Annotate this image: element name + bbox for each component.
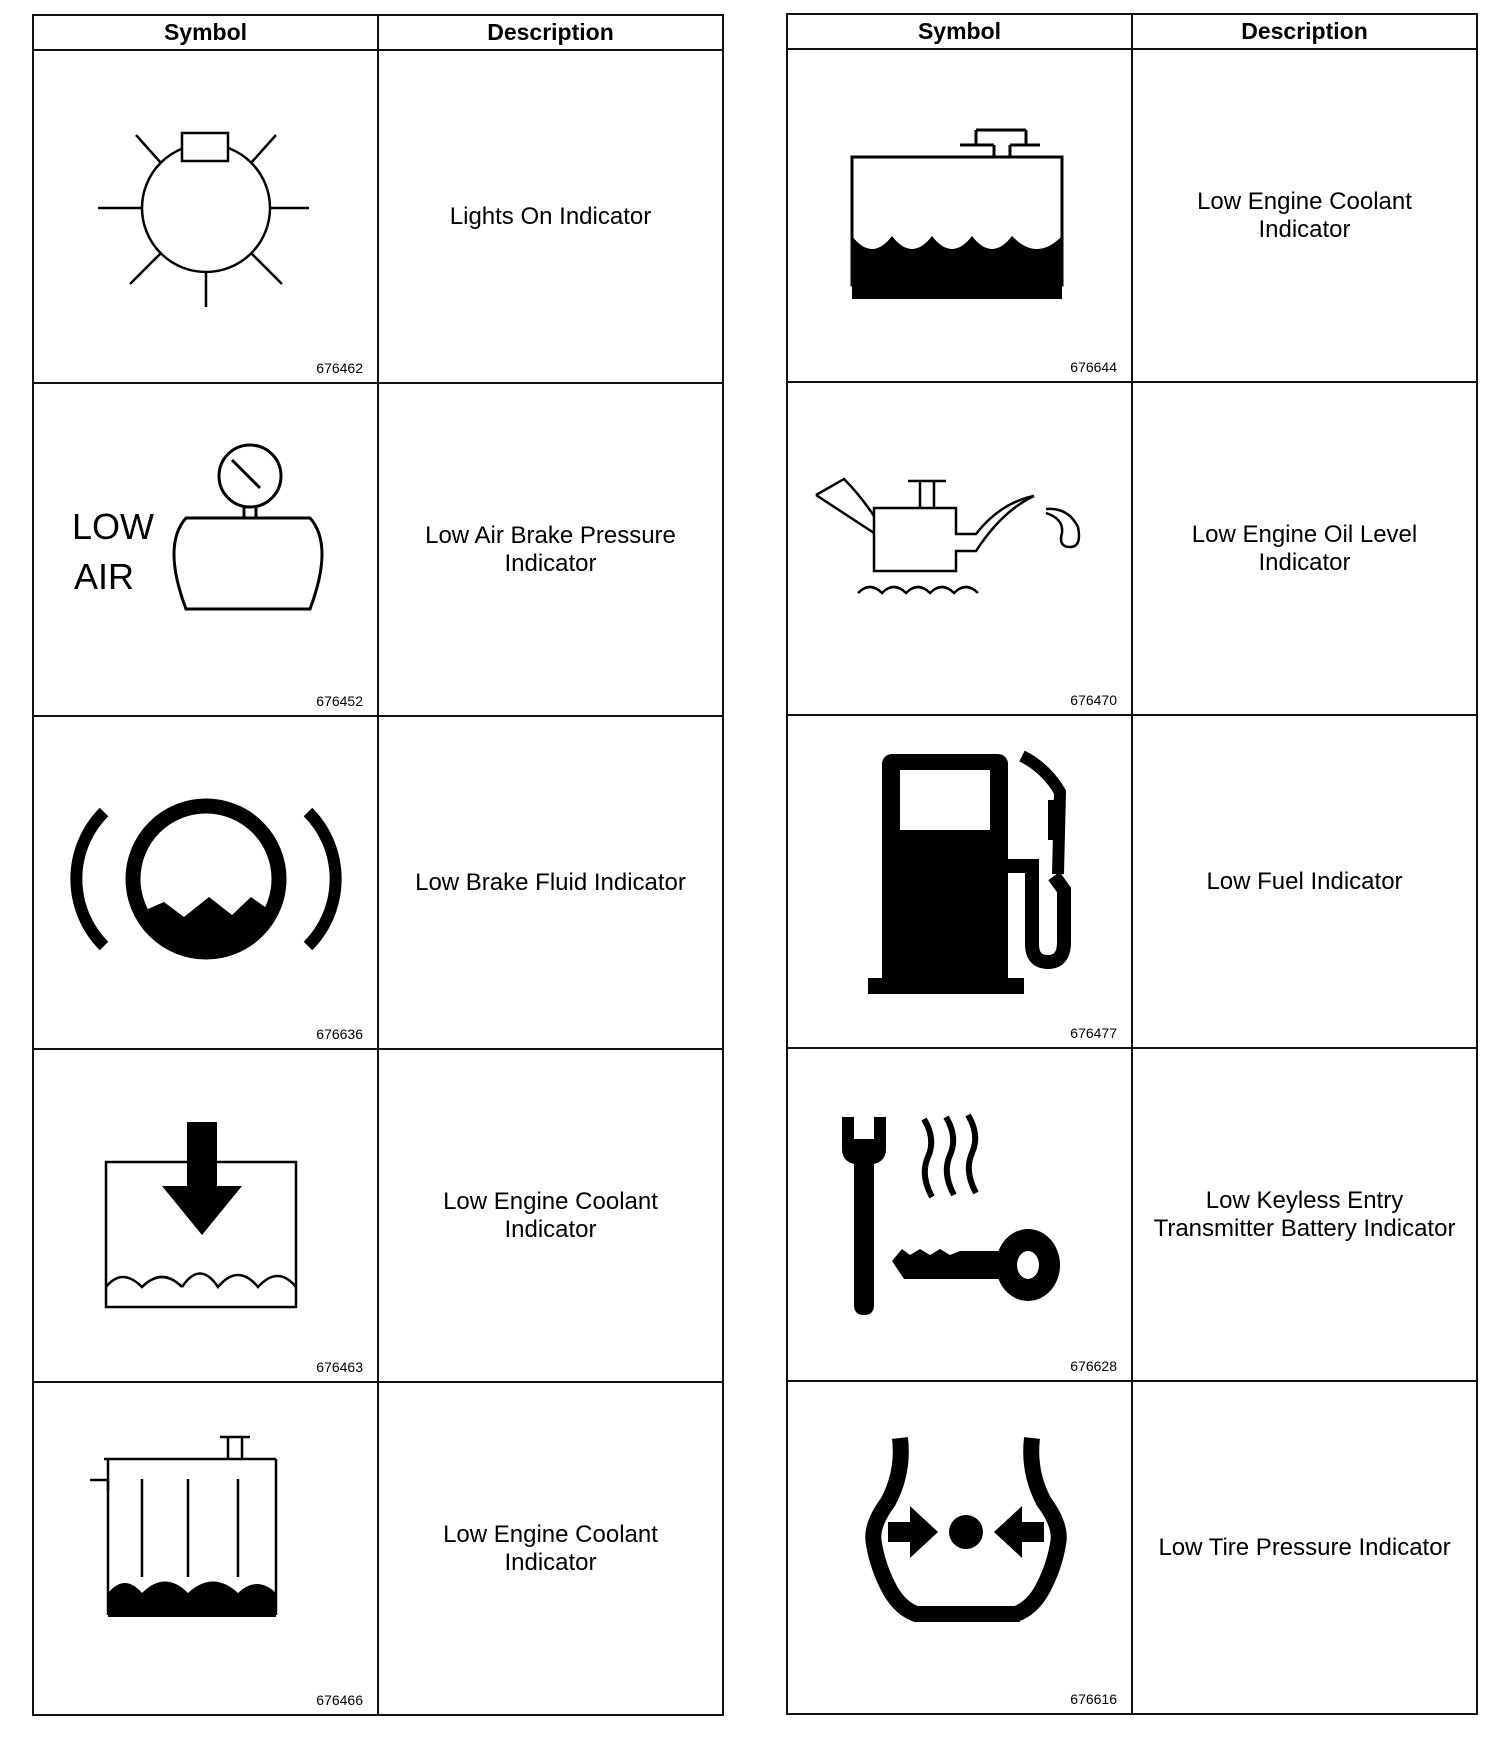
low-label: LOW — [72, 506, 155, 547]
symbol-header: Symbol — [33, 15, 378, 50]
table-row — [787, 715, 1477, 1048]
symbol-code: 676463 — [316, 1359, 363, 1375]
symbol-cell — [787, 1381, 1132, 1714]
wrench-key-icon — [788, 1049, 1133, 1380]
right-symbol-table — [786, 13, 1478, 1715]
symbol-cell — [33, 383, 378, 716]
table-row — [33, 50, 723, 383]
fuel-pump-icon — [788, 716, 1133, 1047]
lights-on-icon — [34, 51, 379, 382]
low-brake-fluid-icon — [34, 717, 379, 1048]
left-symbol-table — [32, 14, 724, 1716]
symbol-cell — [33, 1049, 378, 1382]
table-row — [787, 1381, 1477, 1714]
symbol-code: 676636 — [316, 1026, 363, 1042]
description-cell — [1132, 715, 1477, 1048]
oil-can-icon — [788, 383, 1133, 714]
description-line: Indicator — [504, 549, 597, 577]
symbol-code: 676644 — [1070, 359, 1117, 375]
description-cell — [378, 383, 723, 716]
description-line: Transmitter Battery Indicator — [1153, 1214, 1456, 1242]
symbol-cell — [787, 49, 1132, 382]
description-line: Low Keyless Entry — [1205, 1186, 1404, 1214]
description-cell — [378, 1382, 723, 1715]
description-cell — [1132, 1381, 1477, 1714]
symbol-header: Symbol — [787, 14, 1132, 49]
description-cell — [1132, 49, 1477, 382]
symbol-code: 676470 — [1070, 692, 1117, 708]
table-row — [33, 1049, 723, 1382]
symbol-code: 676477 — [1070, 1025, 1117, 1041]
table-row — [787, 49, 1477, 382]
symbol-cell — [33, 716, 378, 1049]
description-line: Low Air Brake Pressure — [425, 521, 676, 549]
symbol-cell — [787, 715, 1132, 1048]
symbol-cell — [787, 1048, 1132, 1381]
description-line: Lights On Indicator — [449, 202, 652, 230]
description-line: Low Engine Coolant — [1197, 187, 1412, 215]
description-line: Low Engine Coolant — [443, 1520, 658, 1548]
symbol-code: 676628 — [1070, 1358, 1117, 1374]
tire-pressure-icon — [788, 1382, 1133, 1713]
table-row — [33, 716, 723, 1049]
description-cell — [378, 50, 723, 383]
header-row — [33, 15, 723, 50]
table-row — [33, 1382, 723, 1715]
description-line: Low Brake Fluid Indicator — [415, 868, 686, 896]
description-cell — [1132, 1048, 1477, 1381]
low-air-brake-pressure-icon — [34, 384, 379, 715]
low-coolant-radiator-icon — [34, 1383, 379, 1714]
description-header: Description — [1132, 14, 1477, 49]
description-cell — [378, 1049, 723, 1382]
symbol-code: 676462 — [316, 360, 363, 376]
table-row — [787, 382, 1477, 715]
description-header: Description — [378, 15, 723, 50]
symbol-cell — [33, 1382, 378, 1715]
low-coolant-arrow-icon — [34, 1050, 379, 1381]
low-coolant-tank-icon — [788, 50, 1133, 381]
description-line: Low Engine Coolant — [443, 1187, 658, 1215]
header-row — [787, 14, 1477, 49]
description-line: Indicator — [504, 1548, 597, 1576]
description-line: Low Engine Oil Level — [1191, 520, 1418, 548]
description-line: Indicator — [504, 1215, 597, 1243]
description-cell — [378, 716, 723, 1049]
symbol-cell — [33, 50, 378, 383]
symbol-code: 676466 — [316, 1692, 363, 1708]
description-line: Low Fuel Indicator — [1206, 867, 1403, 895]
symbol-code: 676616 — [1070, 1691, 1117, 1707]
description-line: Indicator — [1258, 215, 1351, 243]
table-row — [33, 383, 723, 716]
air-label: AIR — [74, 556, 135, 597]
table-row — [787, 1048, 1477, 1381]
symbol-cell — [787, 382, 1132, 715]
symbol-code: 676452 — [316, 693, 363, 709]
description-cell — [1132, 382, 1477, 715]
description-line: Indicator — [1258, 548, 1351, 576]
description-line: Low Tire Pressure Indicator — [1158, 1533, 1451, 1561]
